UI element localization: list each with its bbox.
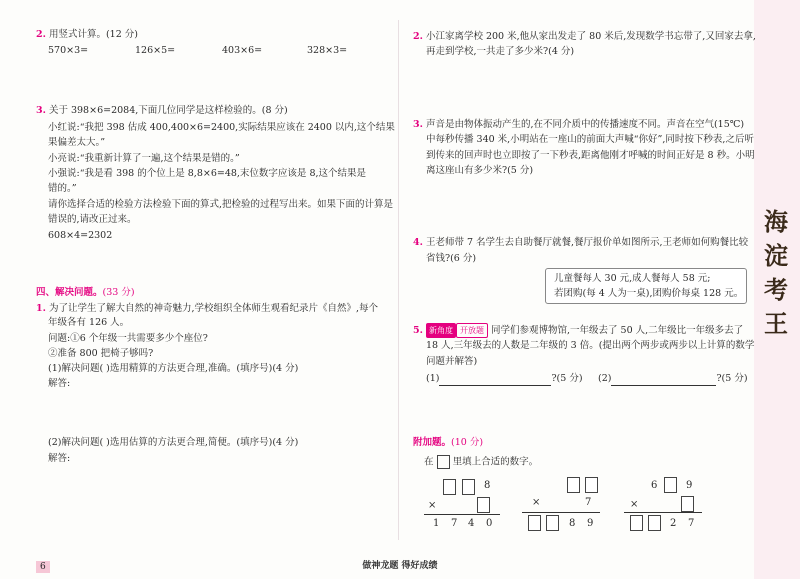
digit-box[interactable] [567,477,580,493]
brand-logo [760,205,792,341]
brand-char: 海 [764,208,788,236]
digit-box[interactable] [681,496,694,512]
instr-text: 里填上合适的数字。 [452,456,539,468]
digit-box[interactable] [664,477,677,493]
left-q2-title [36,28,138,41]
question-number: 2. [413,31,423,42]
answer-blank-2[interactable] [598,372,748,386]
price-line: 儿童餐每人 30 元,成人餐每人 58 元; [554,273,711,284]
digit-box[interactable] [546,515,559,531]
question-text: 请你选择合适的检验方法检验下面的算式,把检验的过程写出来。如果下面的计算是 [48,199,394,210]
digit: 7 [451,518,458,529]
digit: 0 [486,518,493,529]
question-number: 5. [413,325,423,336]
digit-box[interactable] [528,515,541,531]
question-text: 离这座山有多少米?(5 分) [426,165,534,176]
question-text: ②准备 800 把椅子够吗? [48,348,154,359]
footer-slogan: 做神龙题 得好成绩 [362,561,438,571]
question-text: 小红说:“我把 398 估成 400,400×6=2400,实际结果应该在 2400 以内,这个结果 [48,122,395,133]
rule [522,512,600,513]
section-points: (33 分) [102,287,135,298]
question-number: 1. [36,303,46,314]
question-text: 中每秒传播 340 米,小明站在一座山的前面大声喊“你好”,同时按下秒表,之后听 [426,134,754,145]
brand-char: 淀 [764,242,788,270]
question-text: 声音是由物体振动产生的,在不同介质中的传播速度不同。声音在空气(15℃) [425,119,745,130]
digit-box[interactable] [585,477,598,493]
calc-item: 328×3= [307,45,348,56]
question-text: 错的。” [48,183,77,194]
new-angle-tag: 新角度 [426,323,456,338]
question-text: 果偏差太大。” [48,137,106,148]
question-text: 问题:①6 个年级一共需要多少个座位? [48,333,208,344]
question-text: 再走到学校,一共走了多少米?(4 分) [426,46,575,57]
question-text: 年级各有 126 人。 [48,317,130,328]
question-text: 问题并解答) [426,356,478,367]
instr-text: 在 [424,456,434,468]
times-sign: × [428,500,437,511]
digit-box[interactable] [462,479,475,495]
answer-blank-1[interactable] [426,372,583,386]
bonus-heading [413,436,483,449]
question-text: (1)解决问题( )选用精算的方法更合理,准确。(填序号)(4 分) [48,363,299,374]
column-divider [398,20,399,540]
digit-box[interactable] [630,515,643,531]
calc-item: 403×6= [222,45,263,56]
question-number: 3. [413,119,423,130]
brand-char: 王 [764,310,788,338]
bonus-instruction [424,455,538,469]
section-heading [36,286,135,299]
digit: 6 [651,480,658,491]
digit: 7 [688,518,695,529]
times-sign: × [532,497,541,508]
question-number: 4. [413,237,423,248]
question-text: 错误的,请改正过来。 [48,214,137,225]
question-text: (2)解决问题( )选用估算的方法更合理,简便。(填序号)(4 分) [48,437,299,448]
digit-box[interactable] [648,515,661,531]
digit: 2 [670,518,677,529]
blank-box-icon [437,455,450,469]
digit-box[interactable] [443,479,456,495]
question-text: 为了让学生了解大自然的神奇魅力,学校组织全体师生观看纪录片《自然》,每个 [48,303,378,314]
digit: 7 [585,497,592,508]
question-text: 同学们参观博物馆,一年级去了 50 人,二年级比一年级多去了 [490,325,744,336]
question-text: 小强说:“我是看 398 的个位上是 8,8×6=48,末位数字应该是 8,这个结果是 [48,168,367,179]
answer-label: 解答: [48,378,71,389]
section-label: 四、解决问题。 [36,287,103,298]
calc-item: 570×3= [48,45,89,56]
digit: 9 [686,480,693,491]
question-text: 用竖式计算。(12 分) [48,29,138,40]
bonus-points: (10 分) [451,437,484,448]
digit-box[interactable] [477,497,490,513]
question-text: 小江家离学校 200 米,他从家出发走了 80 米后,发现数学书忘带了,又回家去拿, [425,31,756,42]
price-list-box [545,268,747,304]
digit: 8 [484,480,491,491]
rule [624,512,702,513]
page-number: 6 [36,561,50,573]
question-text: 省钱?(6 分) [426,253,477,264]
blank-tail: ?(5 分) [551,373,583,384]
open-question-tag: 开放题 [456,323,488,338]
question-text: 王老师带 7 名学生去自助餐厅就餐,餐厅报价单如图所示,王老师如何购餐比较 [425,237,749,248]
question-text: 关于 398×6=2084,下面几位同学是这样检验的。(8 分) [48,105,288,116]
answer-label: 解答: [48,453,71,464]
bonus-label: 附加题。 [413,437,452,448]
rule [424,514,500,515]
blank-label: (2) [598,373,612,384]
brand-char: 考 [764,276,788,304]
digit: 4 [468,518,475,529]
equation: 608×4=2302 [48,230,113,241]
digit: 9 [587,518,594,529]
calc-item: 126×5= [135,45,176,56]
price-line: 若团购(每 4 人为一桌),团购价每桌 128 元。 [554,288,744,299]
question-text: 到传来的回声时也立即按了一下秒表,距离他刚才呼喊的时间正好是 8 秒。小明 [426,150,755,161]
blank-tail: ?(5 分) [716,373,748,384]
question-number: 2. [36,29,46,40]
times-sign: × [630,499,639,510]
digit: 1 [433,518,440,529]
question-text: 18 人,三年级去的人数是二年级的 3 倍。(提出两个两步或两步以上计算的数学 [426,340,755,351]
question-text: 小亮说:“我重新计算了一遍,这个结果是错的。” [48,153,240,164]
question-number: 3. [36,105,46,116]
blank-label: (1) [426,373,440,384]
digit: 8 [569,518,576,529]
